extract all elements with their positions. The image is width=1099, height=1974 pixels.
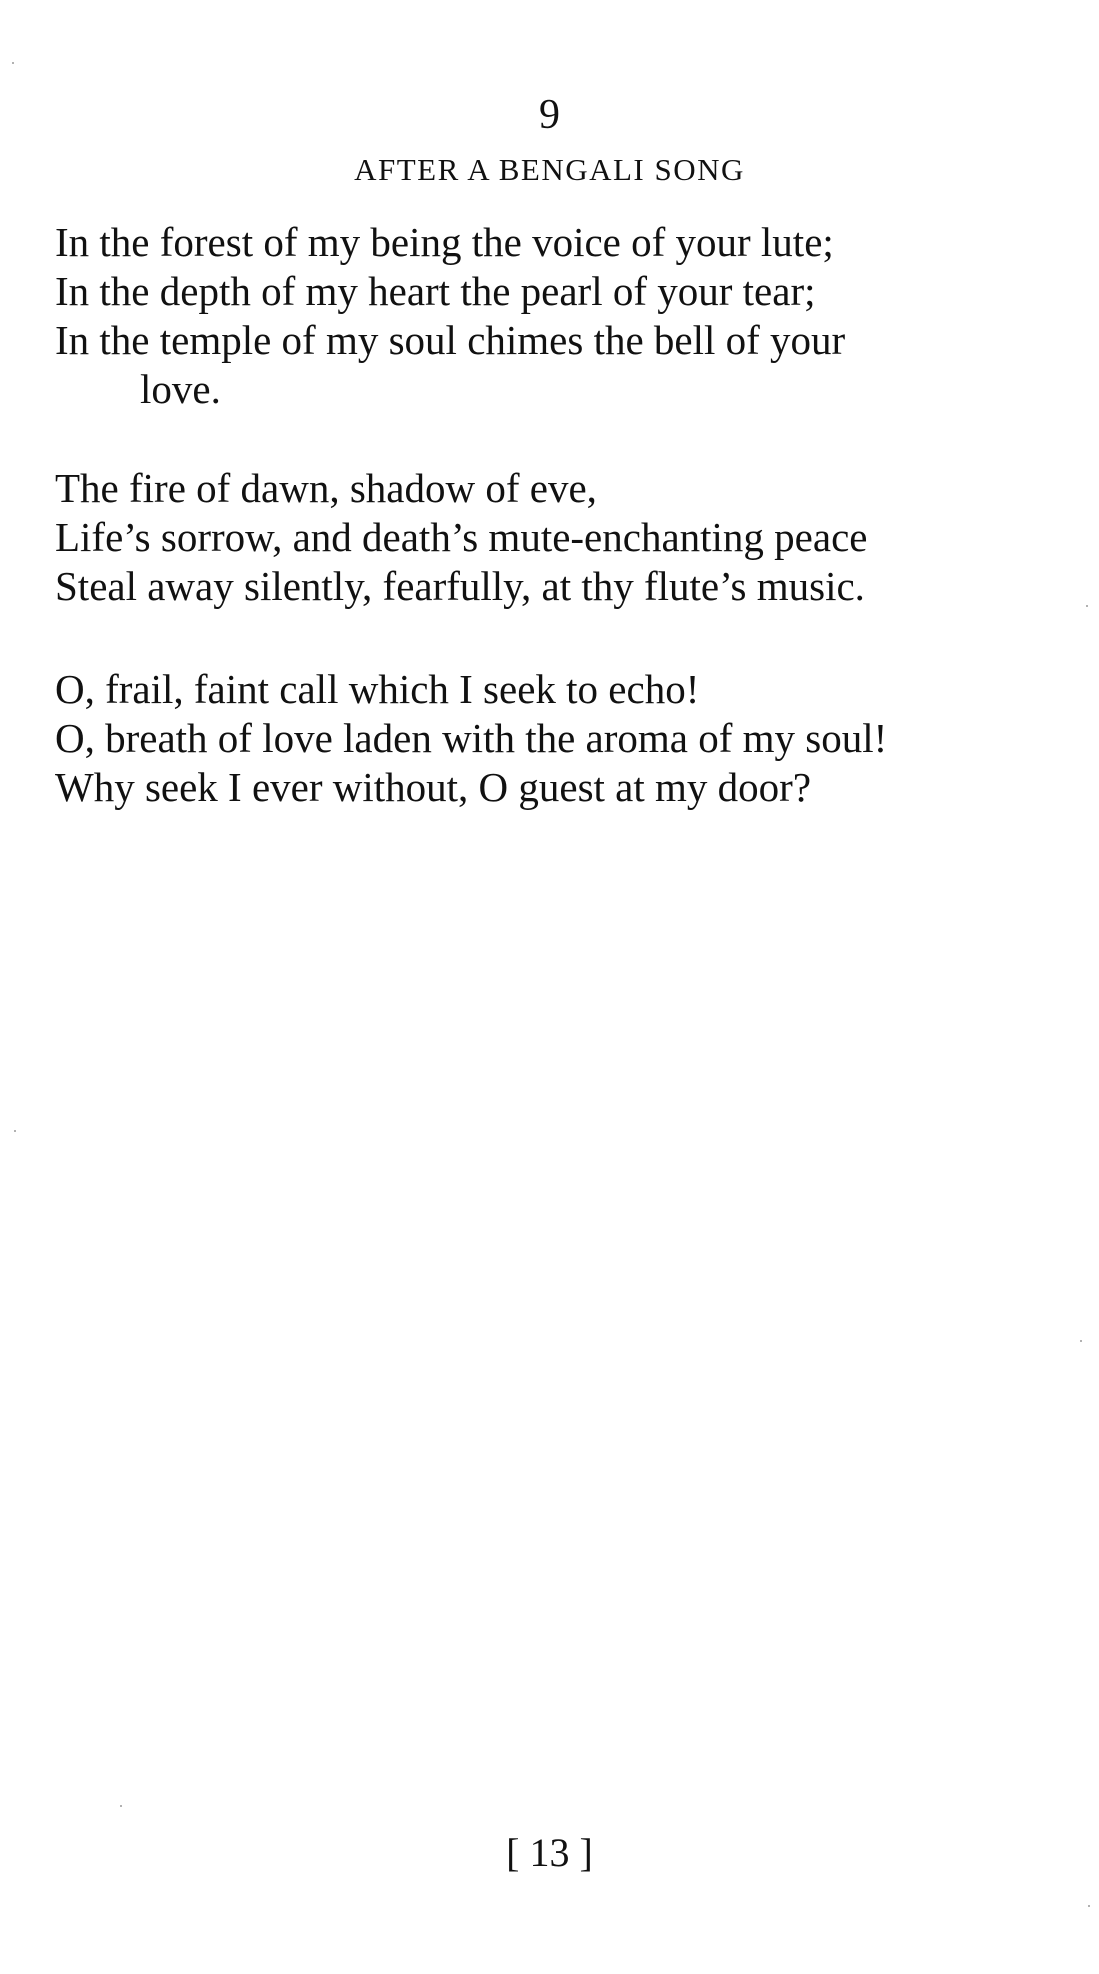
scan-speck	[14, 1130, 16, 1132]
poem-line: O, breath of love laden with the aroma of my soul!	[55, 715, 888, 761]
poem-line: In the forest of my being the voice of your lute;	[55, 219, 834, 265]
poem-line: Steal away silently, fearfully, at thy flute’s music.	[55, 563, 865, 609]
stanza-2	[55, 464, 1055, 611]
poem-line: The fire of dawn, shadow of eve,	[55, 465, 597, 511]
poem-line-continuation: love.	[140, 366, 221, 412]
poem-line: O, frail, faint call which I seek to echo!	[55, 666, 700, 712]
poem-line: In the depth of my heart the pearl of your tear;	[55, 268, 816, 314]
poem-line: In the temple of my soul chimes the bell of your	[55, 317, 846, 363]
stanza-3	[55, 665, 1055, 812]
scan-speck	[1088, 1905, 1090, 1907]
poem-line: Life’s sorrow, and death’s mute-enchanting peace	[55, 514, 868, 560]
scan-speck	[120, 1805, 122, 1807]
poem-title: AFTER A BENGALI SONG	[354, 152, 745, 187]
poem-number: 9	[539, 92, 560, 138]
page-number: [ 13 ]	[506, 1830, 593, 1875]
scan-speck	[1086, 605, 1088, 607]
poem-line: Why seek I ever without, O guest at my door?	[55, 764, 812, 810]
stanza-1	[55, 218, 1055, 414]
scan-speck	[12, 62, 14, 64]
scan-speck	[1080, 1340, 1082, 1342]
